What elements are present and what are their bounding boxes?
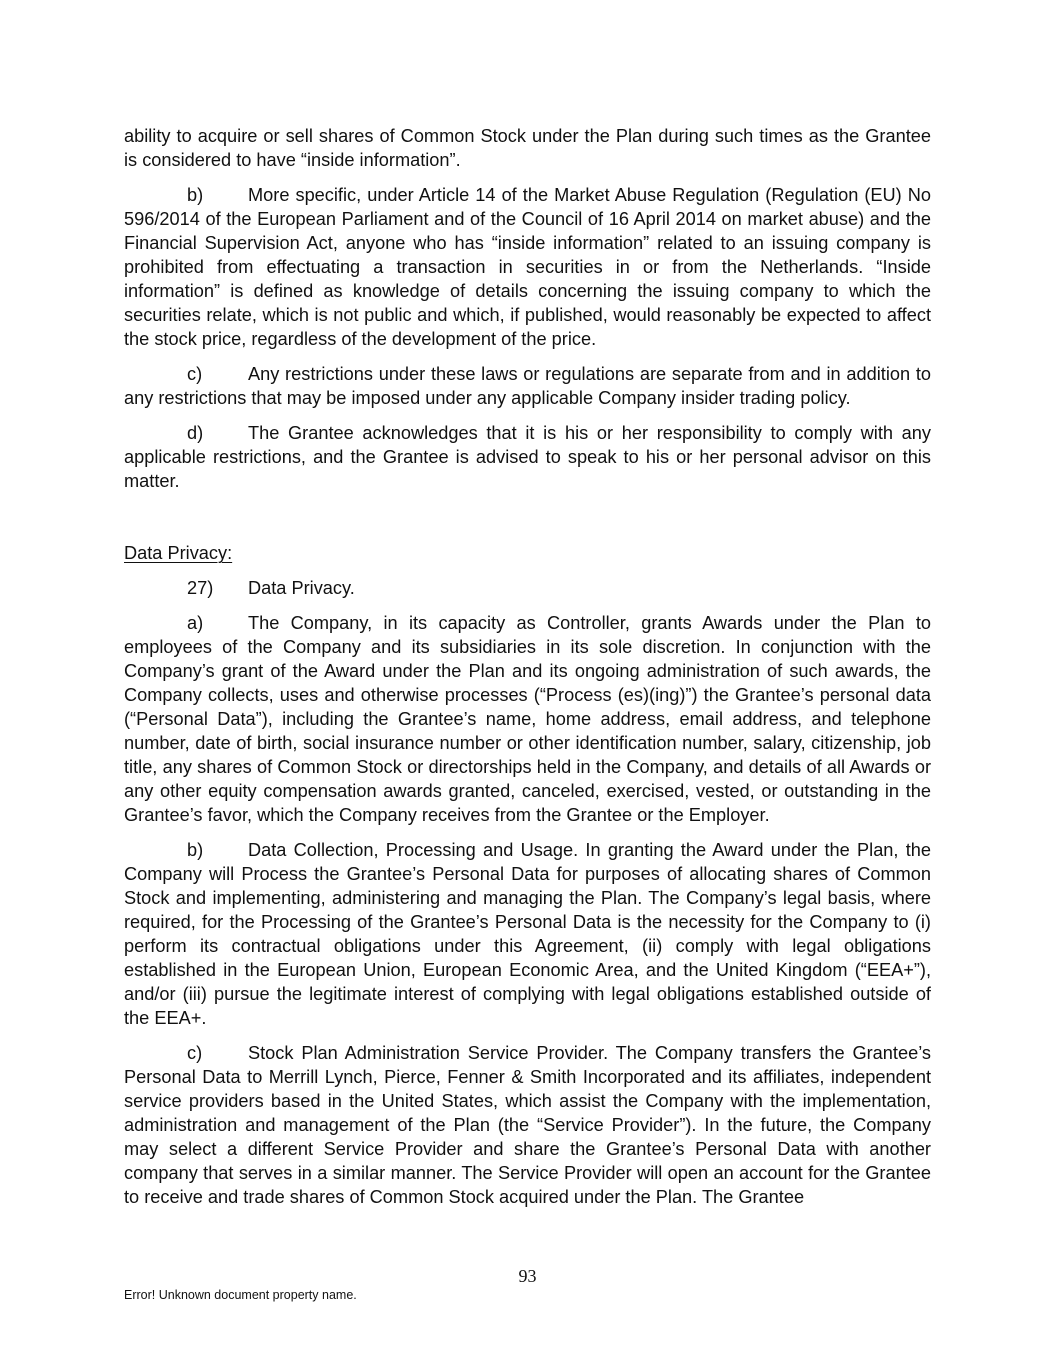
clause-label: b): [187, 185, 204, 205]
clause-c-service-provider: [124, 1041, 931, 1209]
clause-text: Stock Plan Administration Service Provider. The Company transfers the Grantee’s Personal Data to Merrill Lynch, Pierce, Fenner & Smith Incorporated and its affiliates, independent service providers based in the United States, which assist the Company with the implementation, administration and management of the Plan (the “Service Provider”). In the future, the Company may select a different Service Provider and share the Grantee’s Personal Data with another company that serves in a similar manner. The Service Provider will open an account for the Grantee to receive and trade shares of Common Stock acquired under the Plan. The Grantee: [124, 1043, 931, 1207]
footer-error-note: Error! Unknown document property name.: [124, 1288, 357, 1302]
section-heading-data-privacy: Data Privacy:: [124, 543, 233, 563]
section-title: Data Privacy.: [248, 578, 355, 598]
clause-c-restrictions: [124, 362, 931, 410]
page-number: 93: [518, 1266, 537, 1286]
clause-text: Data Collection, Processing and Usage. In granting the Award under the Plan, the Company will Process the Grantee’s Personal Data for purposes of allocating shares of Common Stock and implementing, administering and managing the Plan. The Company’s legal basis, where required, for the Processing of the Grantee’s Personal Data is the necessity for the Company to (i) perform its contractual obligations under this Agreement, (ii) comply with legal obligations established in the European Union, European Economic Area, and the United Kingdom (“EEA+”), and/or (iii) pursue the legitimate interest of complying with legal obligations established outside of the EEA+.: [124, 840, 931, 1028]
document-body: [124, 124, 931, 1220]
clause-label: c): [187, 364, 203, 384]
clause-b-data-collection: [124, 838, 931, 1030]
clause-text: The Company, in its capacity as Controller, grants Awards under the Plan to employees of the Company and its subsidiaries in its sole discretion. In conjunction with the Company’s grant of the Award under the Plan and its ongoing administration of such awards, the Company collects, uses and otherwise processes (“Process (es)(ing)”) the Grantee’s personal data (“Personal Data”), including the Grantee’s name, home address, email address, and telephone number, date of birth, social insurance number or other identification number, salary, citizenship, job title, any shares of Common Stock or directorships held in the Company, and details of all Awards or any other equity compensation awards granted, canceled, exercised, vested, or outstanding in the Grantee’s favor, which the Company receives from the Grantee or the Employer.: [124, 613, 931, 825]
clause-text: The Grantee acknowledges that it is his or her responsibility to comply with any applicable restrictions, and the Grantee is advised to speak to his or her personal advisor on this matter.: [124, 423, 931, 491]
section-27-title: [124, 576, 931, 600]
clause-text: More specific, under Article 14 of the Market Abuse Regulation (Regulation (EU) No 596/2014 of the European Parliament and of the Council of 16 April 2014 on market abuse) and the Financial Supervision Act, anyone who has “inside information” related to an issuing company is prohibited from effectuating a transaction in securities in or from the Netherlands. “Inside information” is defined as knowledge of details concerning the issuing company to which the securities relate, which is not public and which, if published, would reasonably be expected to affect the stock price, regardless of the development of the price.: [124, 185, 931, 349]
clause-d-acknowledgement: [124, 421, 931, 493]
clause-a-controller: [124, 611, 931, 827]
paragraph-continuation: ability to acquire or sell shares of Common Stock under the Plan during such times as the Grantee is considered to have “inside information”.: [124, 126, 931, 170]
clause-label: d): [187, 423, 204, 443]
clause-b-market-abuse: [124, 183, 931, 351]
clause-text: Any restrictions under these laws or regulations are separate from and in addition to any restrictions that may be imposed under any applicable Company insider trading policy.: [124, 364, 931, 408]
clause-label: c): [187, 1043, 203, 1063]
clause-label: b): [187, 840, 204, 860]
section-number: 27): [187, 578, 214, 598]
clause-label: a): [187, 613, 204, 633]
